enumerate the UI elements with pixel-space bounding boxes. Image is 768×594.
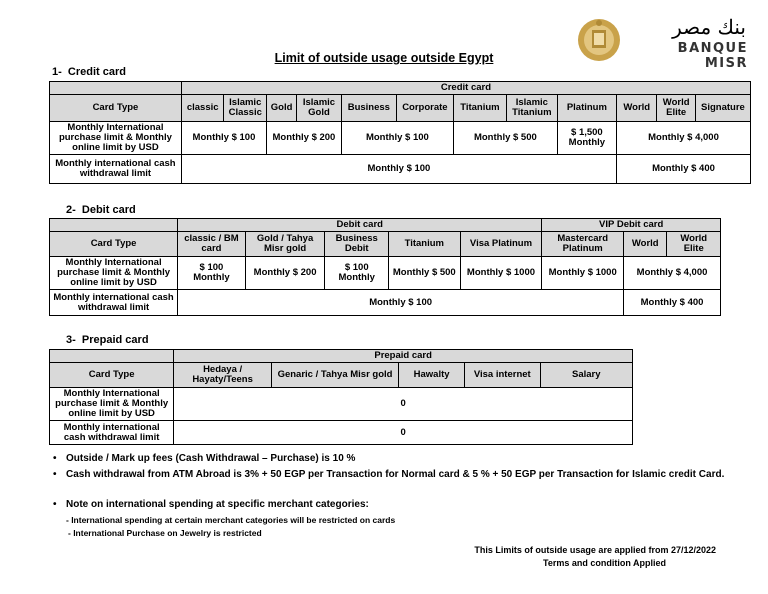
note-item bbox=[53, 469, 728, 481]
column-header: Salary bbox=[540, 363, 633, 388]
limit-value: Monthly $ 400 bbox=[624, 290, 721, 316]
column-header: Visa Platinum bbox=[460, 232, 542, 257]
column-header: World bbox=[616, 95, 657, 122]
bullet-icon: • bbox=[53, 469, 57, 480]
limit-value: Monthly $ 400 bbox=[616, 155, 750, 184]
column-header: Corporate bbox=[396, 95, 453, 122]
sub-note: - International Purchase on Jewelry is restricted bbox=[68, 528, 262, 538]
credit-card-table bbox=[49, 81, 751, 184]
limit-value: Monthly $ 200 bbox=[245, 257, 325, 290]
section-number: 2- bbox=[66, 204, 76, 216]
group-header: Debit card bbox=[178, 219, 542, 232]
empty-cell bbox=[50, 350, 174, 363]
row-label: Monthly International purchase limit & Monthly online limit by USD bbox=[50, 122, 182, 155]
effective-date-text: This Limits of outside usage are applied from 27/12/2022 bbox=[474, 545, 716, 555]
column-header: World bbox=[624, 232, 667, 257]
column-header: Titanium bbox=[453, 95, 506, 122]
column-header: Business Debit bbox=[325, 232, 389, 257]
debit-card-table bbox=[49, 218, 721, 316]
section-debit-heading bbox=[66, 204, 136, 216]
limit-value: $ 100 Monthly bbox=[325, 257, 389, 290]
column-header: World Elite bbox=[657, 95, 695, 122]
limit-value: $ 1,500 Monthly bbox=[557, 122, 616, 155]
section-prepaid-heading bbox=[66, 334, 149, 346]
column-header: Signature bbox=[695, 95, 750, 122]
column-header: Mastercard Platinum bbox=[542, 232, 624, 257]
bank-name-latin: BANQUE MISR bbox=[677, 41, 748, 71]
limit-value: Monthly $ 100 bbox=[341, 122, 453, 155]
section-number: 3- bbox=[66, 334, 76, 346]
empty-cell bbox=[50, 82, 182, 95]
empty-cell bbox=[50, 219, 178, 232]
card-type-header: Card Type bbox=[50, 95, 182, 122]
limit-value: Monthly $ 100 bbox=[181, 155, 616, 184]
column-header: Hedaya / Hayaty/Teens bbox=[174, 363, 272, 388]
limit-value: Monthly $ 200 bbox=[267, 122, 342, 155]
limit-value: $ 100 Monthly bbox=[178, 257, 246, 290]
note-text: Note on international spending at specific merchant categories: bbox=[66, 499, 369, 510]
note-text: Cash withdrawal from ATM Abroad is 3% + 50 EGP per Transaction for Normal card & 5 % + 50 EGP per Transaction for Islamic credit Card. bbox=[66, 469, 725, 480]
row-label: Monthly International purchase limit & Monthly online limit by USD bbox=[50, 257, 178, 290]
limit-value: 0 bbox=[174, 388, 633, 421]
column-header: Islamic Gold bbox=[297, 95, 342, 122]
limit-value: Monthly $ 500 bbox=[453, 122, 557, 155]
column-header: Platinum bbox=[557, 95, 616, 122]
column-header: Islamic Titanium bbox=[506, 95, 557, 122]
column-header: World Elite bbox=[667, 232, 721, 257]
column-header: classic bbox=[181, 95, 224, 122]
row-label: Monthly international cash withdrawal limit bbox=[50, 421, 174, 445]
column-header: classic / BM card bbox=[178, 232, 246, 257]
row-label: Monthly International purchase limit & Monthly online limit by USD bbox=[50, 388, 174, 421]
limit-value: Monthly $ 100 bbox=[181, 122, 266, 155]
limit-value: Monthly $ 4,000 bbox=[616, 122, 750, 155]
row-label: Monthly international cash withdrawal limit bbox=[50, 290, 178, 316]
limit-value: Monthly $ 4,000 bbox=[624, 257, 721, 290]
note-item bbox=[53, 453, 746, 465]
card-type-header: Card Type bbox=[50, 232, 178, 257]
column-header: Genaric / Tahya Misr gold bbox=[271, 363, 398, 388]
page-title: Limit of outside usage outside Egypt bbox=[274, 51, 494, 65]
section-title: Credit card bbox=[67, 66, 126, 78]
note-item bbox=[53, 499, 746, 511]
limit-value: Monthly $ 1000 bbox=[460, 257, 542, 290]
column-header: Titanium bbox=[389, 232, 461, 257]
bank-name-arabic: بنك مصر bbox=[672, 15, 746, 39]
bullet-icon: • bbox=[53, 499, 57, 510]
row-label: Monthly international cash withdrawal limit bbox=[50, 155, 182, 184]
column-header: Business bbox=[341, 95, 396, 122]
card-type-header: Card Type bbox=[50, 363, 174, 388]
column-header: Gold bbox=[267, 95, 297, 122]
sub-note: - International spending at certain merchant categories will be restricted on cards bbox=[66, 515, 396, 525]
column-header: Hawalty bbox=[399, 363, 465, 388]
section-title: Prepaid card bbox=[81, 334, 149, 346]
section-credit-heading bbox=[52, 66, 126, 78]
bullet-icon: • bbox=[53, 453, 57, 464]
group-header: Credit card bbox=[181, 82, 750, 95]
note-text: Outside / Mark up fees (Cash Withdrawal – Purchase) is 10 % bbox=[66, 453, 356, 464]
terms-text: Terms and condition Applied bbox=[542, 558, 666, 568]
column-header: Islamic Classic bbox=[224, 95, 267, 122]
group-header: Prepaid card bbox=[174, 350, 633, 363]
section-title: Debit card bbox=[81, 204, 136, 216]
limit-value: Monthly $ 100 bbox=[178, 290, 624, 316]
limit-value: Monthly $ 1000 bbox=[542, 257, 624, 290]
limit-value: 0 bbox=[174, 421, 633, 445]
section-number: 1- bbox=[52, 66, 62, 78]
column-header: Gold / Tahya Misr gold bbox=[245, 232, 325, 257]
column-header: Visa internet bbox=[465, 363, 540, 388]
vip-group-header: VIP Debit card bbox=[542, 219, 721, 232]
prepaid-card-table bbox=[49, 349, 633, 445]
limit-value: Monthly $ 500 bbox=[389, 257, 461, 290]
